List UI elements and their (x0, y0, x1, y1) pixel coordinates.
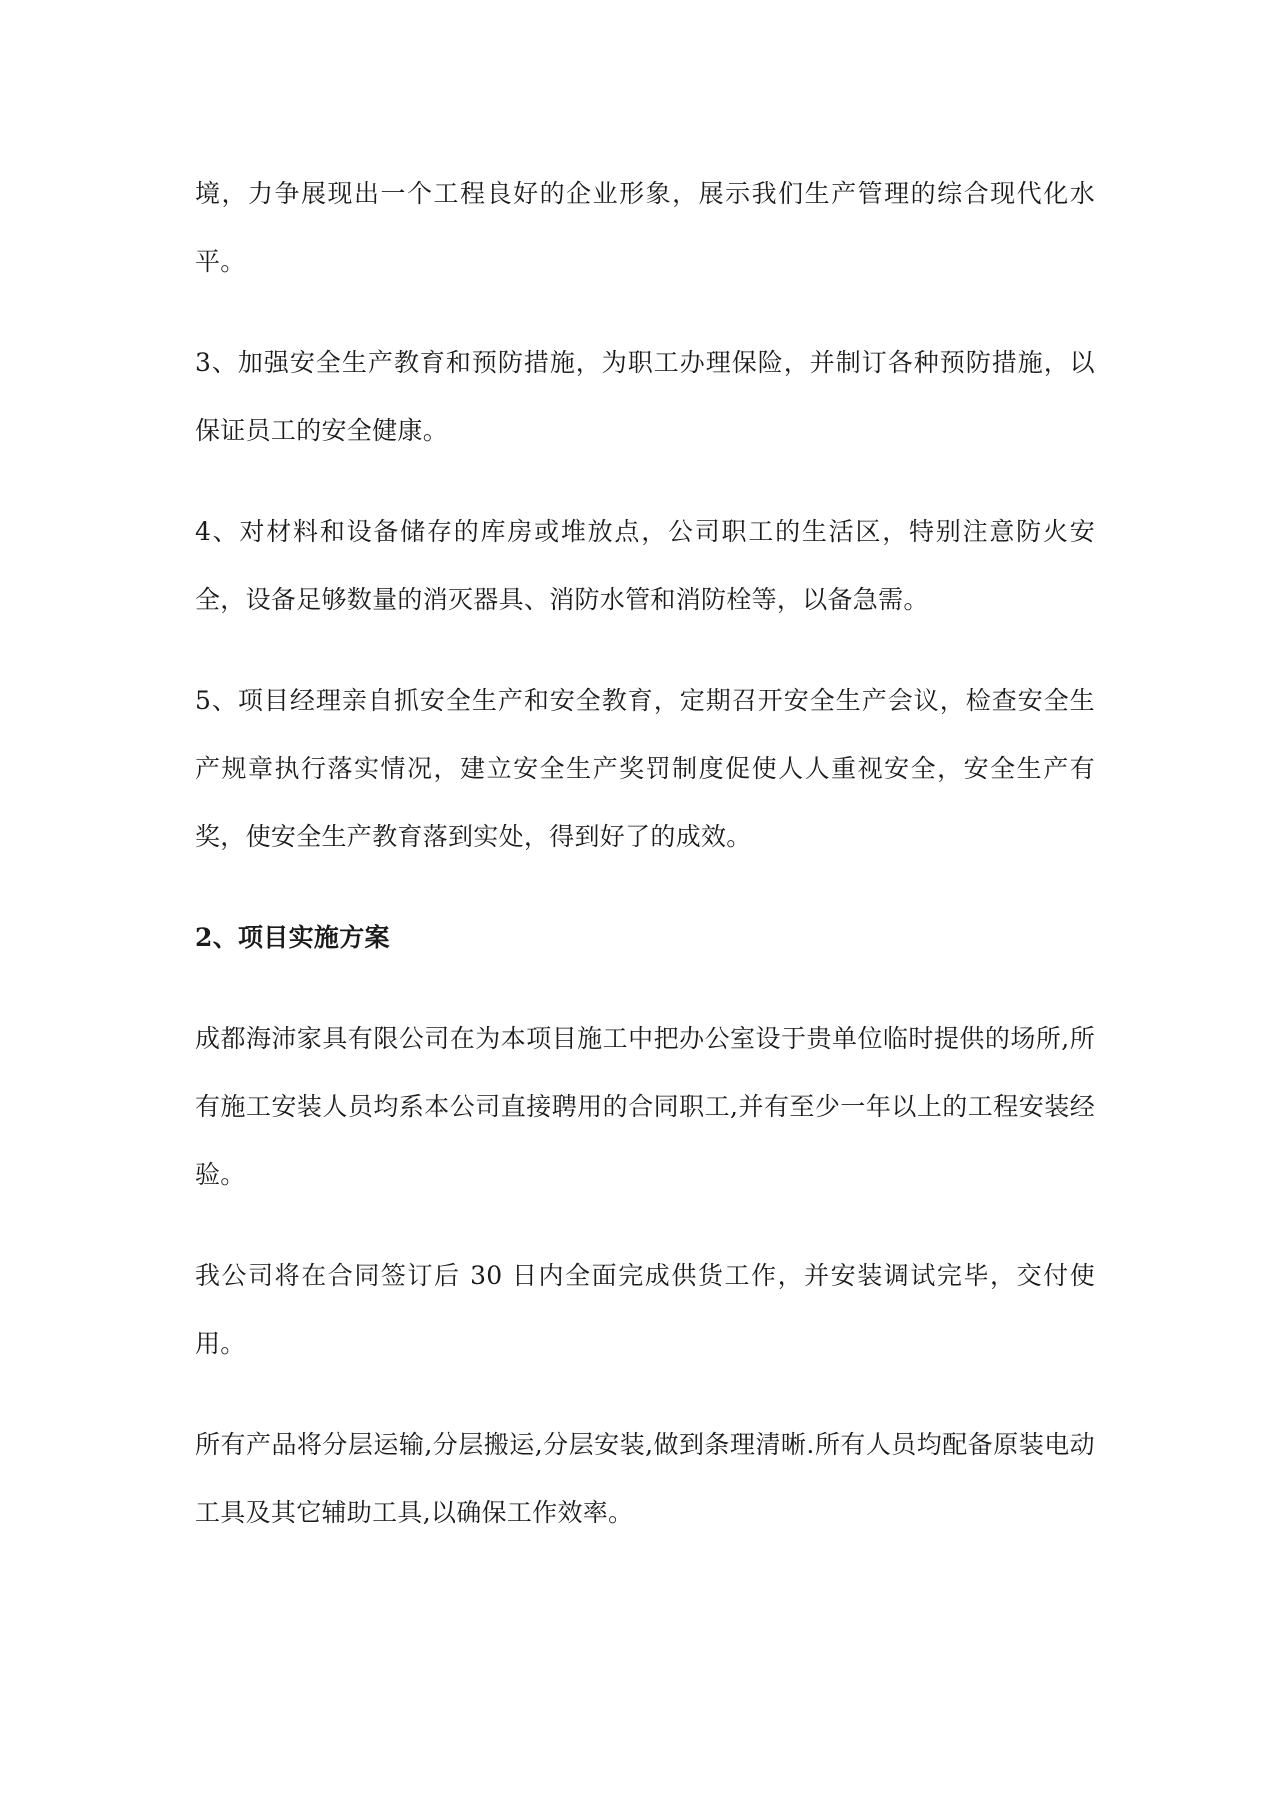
paragraph-spacer (195, 465, 1095, 498)
paragraph-office: 成都海沛家具有限公司在为本项目施工中把办公室设于贵单位临时提供的场所,所有施工安装人员均系本公司直接聘用的合同职工,并有至少一年以上的工程安装经验。 (195, 1024, 1095, 1189)
section-heading: 2、项目实施方案 (195, 923, 390, 952)
paragraph-item-4: 4、对材料和设备储存的库房或堆放点，公司职工的生活区，特别注意防火安全，设备足够数量的消灭器具、消防水管和消防栓等，以备急需。 (195, 517, 1095, 614)
paragraph-transport: 所有产品将分层运输,分层搬运,分层安装,做到条理清晰.所有人员均配备原装电动工具及其它辅助工具,以确保工作效率。 (195, 1430, 1095, 1527)
paragraph-spacer (195, 1209, 1095, 1242)
document-body (195, 160, 1095, 1547)
paragraph-spacer (195, 1378, 1095, 1411)
paragraph-schedule: 我公司将在合同签订后 30 日内全面完成供货工作，并安装调试完毕，交付使用。 (195, 1261, 1095, 1358)
paragraph-intro-continuation: 境，力争展现出一个工程良好的企业形象，展示我们生产管理的综合现代化水平。 (195, 179, 1095, 276)
paragraph-spacer (195, 871, 1095, 904)
paragraph-item-5: 5、项目经理亲自抓安全生产和安全教育，定期召开安全生产会议，检查安全生产规章执行落实情况，建立安全生产奖罚制度促使人人重视安全，安全生产有奖，使安全生产教育落到实处，得到好了的成效。 (195, 686, 1095, 851)
paragraph-spacer (195, 972, 1095, 1005)
paragraph-item-3: 3、加强安全生产教育和预防措施，为职工办理保险，并制订各种预防措施，以保证员工的安全健康。 (195, 348, 1095, 445)
paragraph-spacer (195, 296, 1095, 329)
paragraph-spacer (195, 634, 1095, 667)
